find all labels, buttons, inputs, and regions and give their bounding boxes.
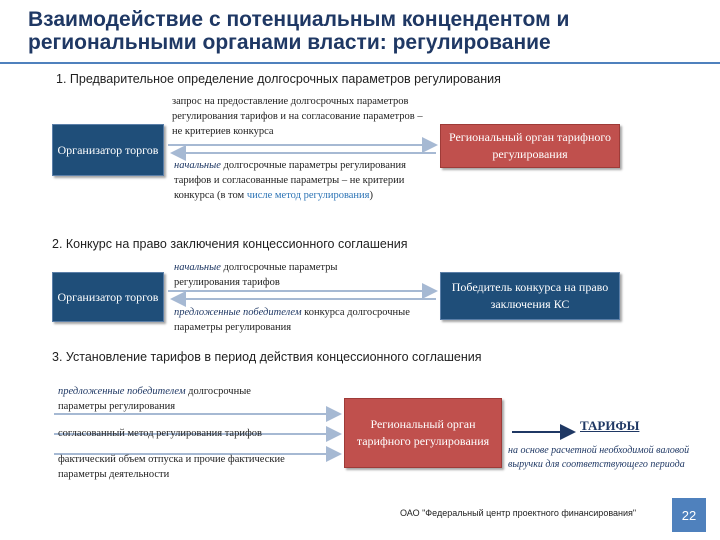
initial-params-text-2: долгосрочные параметры регулирования тарифов — [174, 262, 338, 288]
organizer-box-1: Организатор торгов — [52, 124, 164, 176]
regulator-box-1: Региональный орган тарифного регулирования — [440, 124, 620, 168]
request-label: запрос на предоставление долгосрочных параметров регулирования тарифов и на согласование параметров – не критериев конкурса — [172, 96, 423, 137]
proposed-word-3: предложенные победителем — [58, 386, 186, 397]
tariffs-note: на основе расчетной необходимой валовой выручки для соответствующего периода — [508, 445, 690, 470]
page-number: 22 — [672, 498, 706, 532]
organizer-box-2: Организатор торгов — [52, 272, 164, 322]
proposed-word: предложенные победителем — [174, 307, 302, 318]
input-1-text: долгосрочные параметры регулирования — [58, 386, 251, 412]
proposed-params-label — [174, 305, 414, 335]
input-2-label: согласованный метод регулирования тарифов — [58, 428, 262, 439]
initial-word-2: начальные — [174, 262, 221, 273]
initial-params-text: долгосрочные параметры регулирования тарифов и согласованные параметры – не критерии конкурса (в том — [174, 160, 406, 201]
tariffs-label: ТАРИФЫ — [580, 418, 640, 433]
page-title: Взаимодействие с потенциальным концендентом и региональными органами власти: регулирование — [28, 8, 570, 54]
method-text: числе метод регулирования — [246, 190, 370, 201]
section-2-heading: 2. Конкурс на право заключения концессионного соглашения — [52, 237, 408, 251]
input-1-label — [58, 384, 298, 414]
initial-params-label — [174, 158, 424, 203]
proposed-params-text: конкурса долгосрочные параметры регулирования — [174, 307, 410, 333]
initial-word: начальные — [174, 160, 221, 171]
input-3-label: фактический объем отпуска и прочие фактические параметры деятельности — [58, 454, 285, 480]
initial-params-label-2 — [174, 260, 394, 290]
footer-org: ОАО "Федеральный центр проектного финансирования" — [400, 508, 637, 518]
winner-box: Победитель конкурса на право заключения КС — [440, 272, 620, 320]
section-1-heading: 1. Предварительное определение долгосрочных параметров регулирования — [56, 72, 501, 86]
regulator-box-3: Региональный орган тарифного регулирования — [344, 398, 502, 468]
section-3-heading: 3. Установление тарифов в период действия концессионного соглашения — [52, 350, 482, 364]
closing-paren: ) — [369, 190, 373, 201]
